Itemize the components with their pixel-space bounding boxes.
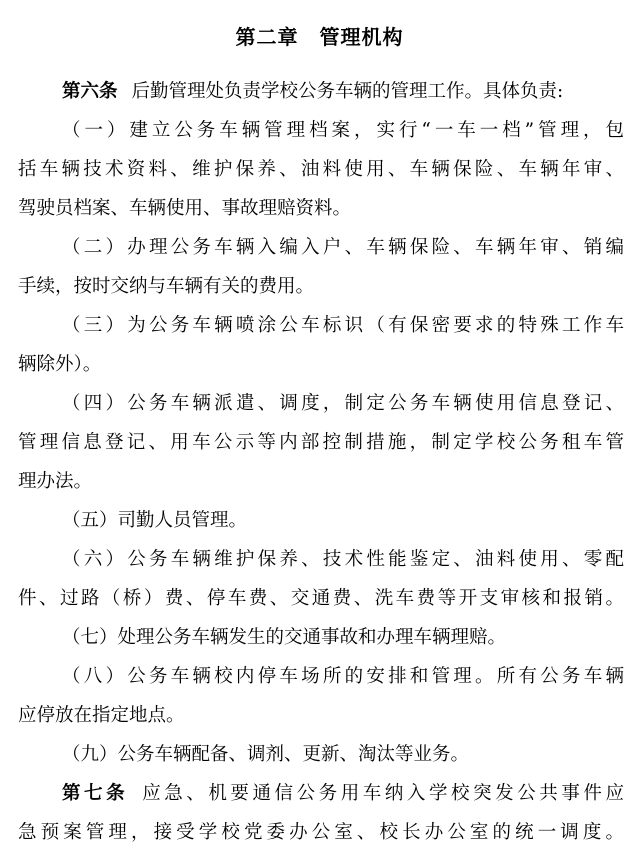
item1-line1: （一）建立公务车辆管理档案，实行“一车一档”管理，包 <box>62 120 624 141</box>
item7-line1: （七）处理公务车辆发生的交通事故和办理车辆理赔。 <box>62 627 507 648</box>
item4-line1: （四）公务车辆派遣、调度，制定公务车辆使用信息登记、 <box>62 393 624 414</box>
article6-label: 第六条 <box>62 81 118 102</box>
article7-line2: 急预案管理，接受学校党委办公室、校长办公室的统一调度。 <box>18 822 624 843</box>
article7-line1 <box>62 775 624 813</box>
item8-line2: 应停放在指定地点。 <box>18 705 185 726</box>
item2-line2: 手续，按时交纳与车辆有关的费用。 <box>18 276 315 297</box>
item3-line1: （三）为公务车辆喷涂公车标识（有保密要求的特殊工作车 <box>62 315 624 336</box>
item5-line1: （五）司勤人员管理。 <box>62 510 248 531</box>
item6-line2: 件、过路（桥）费、停车费、交通费、洗车费等开支审核和报销。 <box>18 588 624 609</box>
article7-label: 第七条 <box>62 783 129 804</box>
item2-line1: （二）办理公务车辆入编入户、车辆保险、车辆年审、销编 <box>62 237 624 258</box>
item9-line1: （九）公务车辆配备、调剂、更新、淘汰等业务。 <box>62 744 470 765</box>
item4-line2: 管理信息登记、用车公示等内部控制措施，制定学校公务租车管 <box>18 432 624 453</box>
article7-text: 应急、机要通信公务用车纳入学校突发公共事件应 <box>142 783 624 804</box>
article6-intro: 后勤管理处负责学校公务车辆的管理工作。具体负责: <box>131 81 564 102</box>
chapter-title: 第二章 管理机构 <box>235 25 404 49</box>
item1-line2: 括车辆技术资料、维护保养、油料使用、车辆保险、车辆年审、 <box>18 159 624 180</box>
item3-line2: 辆除外）。 <box>18 354 102 375</box>
item8-line1: （八）公务车辆校内停车场所的安排和管理。所有公务车辆 <box>62 666 624 687</box>
item4-line3: 理办法。 <box>18 471 93 492</box>
article6-heading <box>62 73 624 111</box>
item1-line3: 驾驶员档案、车辆使用、事故理赔资料。 <box>18 198 352 219</box>
item6-line1: （六）公务车辆维护保养、技术性能鉴定、油料使用、零配 <box>62 549 624 570</box>
